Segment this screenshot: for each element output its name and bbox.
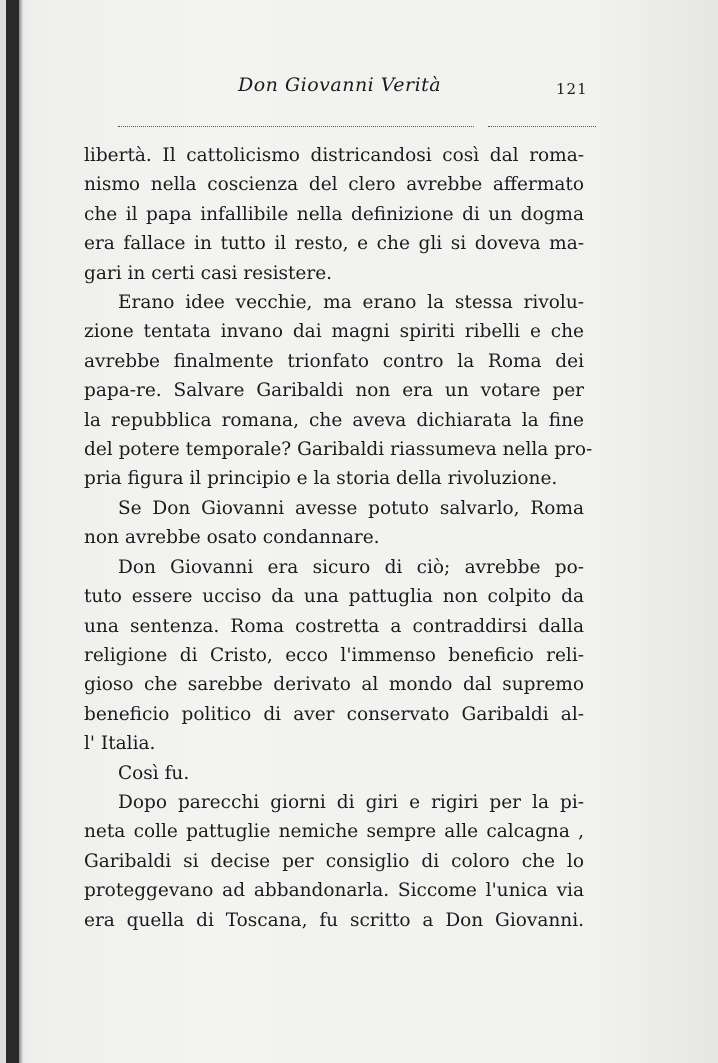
text-line: gioso che sarebbe derivato al mondo dal supremo xyxy=(84,674,584,696)
text-line: libertà. Il cattolicismo districandosi così dal roma- xyxy=(84,145,584,166)
text-line: non avrebbe osato condannare. xyxy=(84,527,380,549)
text-line: del potere temporale? Garibaldi riassumeva nella pro- xyxy=(84,439,593,461)
text-line: l' Italia. xyxy=(84,733,156,755)
book-spine-shadow xyxy=(6,0,19,1063)
gutter-edge xyxy=(19,0,23,1063)
text-line: che il papa infallibile nella definizione di un dogma xyxy=(84,203,584,225)
text-line: pria figura il principio e la storia della rivoluzione. xyxy=(84,468,558,490)
text-line: era quella di Toscana, fu scritto a Don Giovanni. xyxy=(84,909,584,931)
text-line: papa-re. Salvare Garibaldi non era un votare per xyxy=(84,380,584,402)
text-line: beneficio politico di aver conservato Garibaldi al- xyxy=(84,703,584,725)
header-rule-left xyxy=(118,126,474,127)
header-rule-right xyxy=(488,126,596,127)
text-line: nismo nella coscienza del clero avrebbe affermato xyxy=(84,174,584,196)
text-line: Così fu. xyxy=(118,762,190,784)
text-line: avrebbe finalmente trionfato contro la Roma dei xyxy=(84,350,584,372)
text-line: una sentenza. Roma costretta a contraddirsi dalla xyxy=(84,615,584,637)
text-line: gari in certi casi resistere. xyxy=(84,262,333,284)
text-line: Dopo parecchi giorni di giri e rigiri per la pi- xyxy=(118,791,584,813)
text-line: Erano idee vecchie, ma erano la stessa rivolu- xyxy=(118,292,584,314)
text-line: Don Giovanni era sicuro di ciò; avrebbe po- xyxy=(118,556,584,578)
text-line: Se Don Giovanni avesse potuto salvarlo, Roma xyxy=(118,497,584,519)
text-line: la repubblica romana, che aveva dichiarata la fine xyxy=(84,409,584,431)
running-title: Don Giovanni Verità xyxy=(238,74,442,96)
text-line: zione tentata invano dai magni spiriti ribelli e che xyxy=(84,321,584,343)
page-header xyxy=(0,74,718,104)
text-line: tuto essere ucciso da una pattuglia non colpito da xyxy=(84,586,584,608)
body-text xyxy=(84,141,593,935)
text-line: neta colle pattuglie nemiche sempre alle calcagna , xyxy=(84,821,584,843)
text-line: Garibaldi si decise per consiglio di coloro che lo xyxy=(84,850,584,872)
page-number: 121 xyxy=(556,80,588,98)
text-line: era fallace in tutto il resto, e che gli si doveva ma- xyxy=(84,233,584,255)
text-line: proteggevano ad abbandonarla. Siccome l'unica via xyxy=(84,880,584,902)
text-line: religione di Cristo, ecco l'immenso beneficio reli- xyxy=(84,644,584,666)
